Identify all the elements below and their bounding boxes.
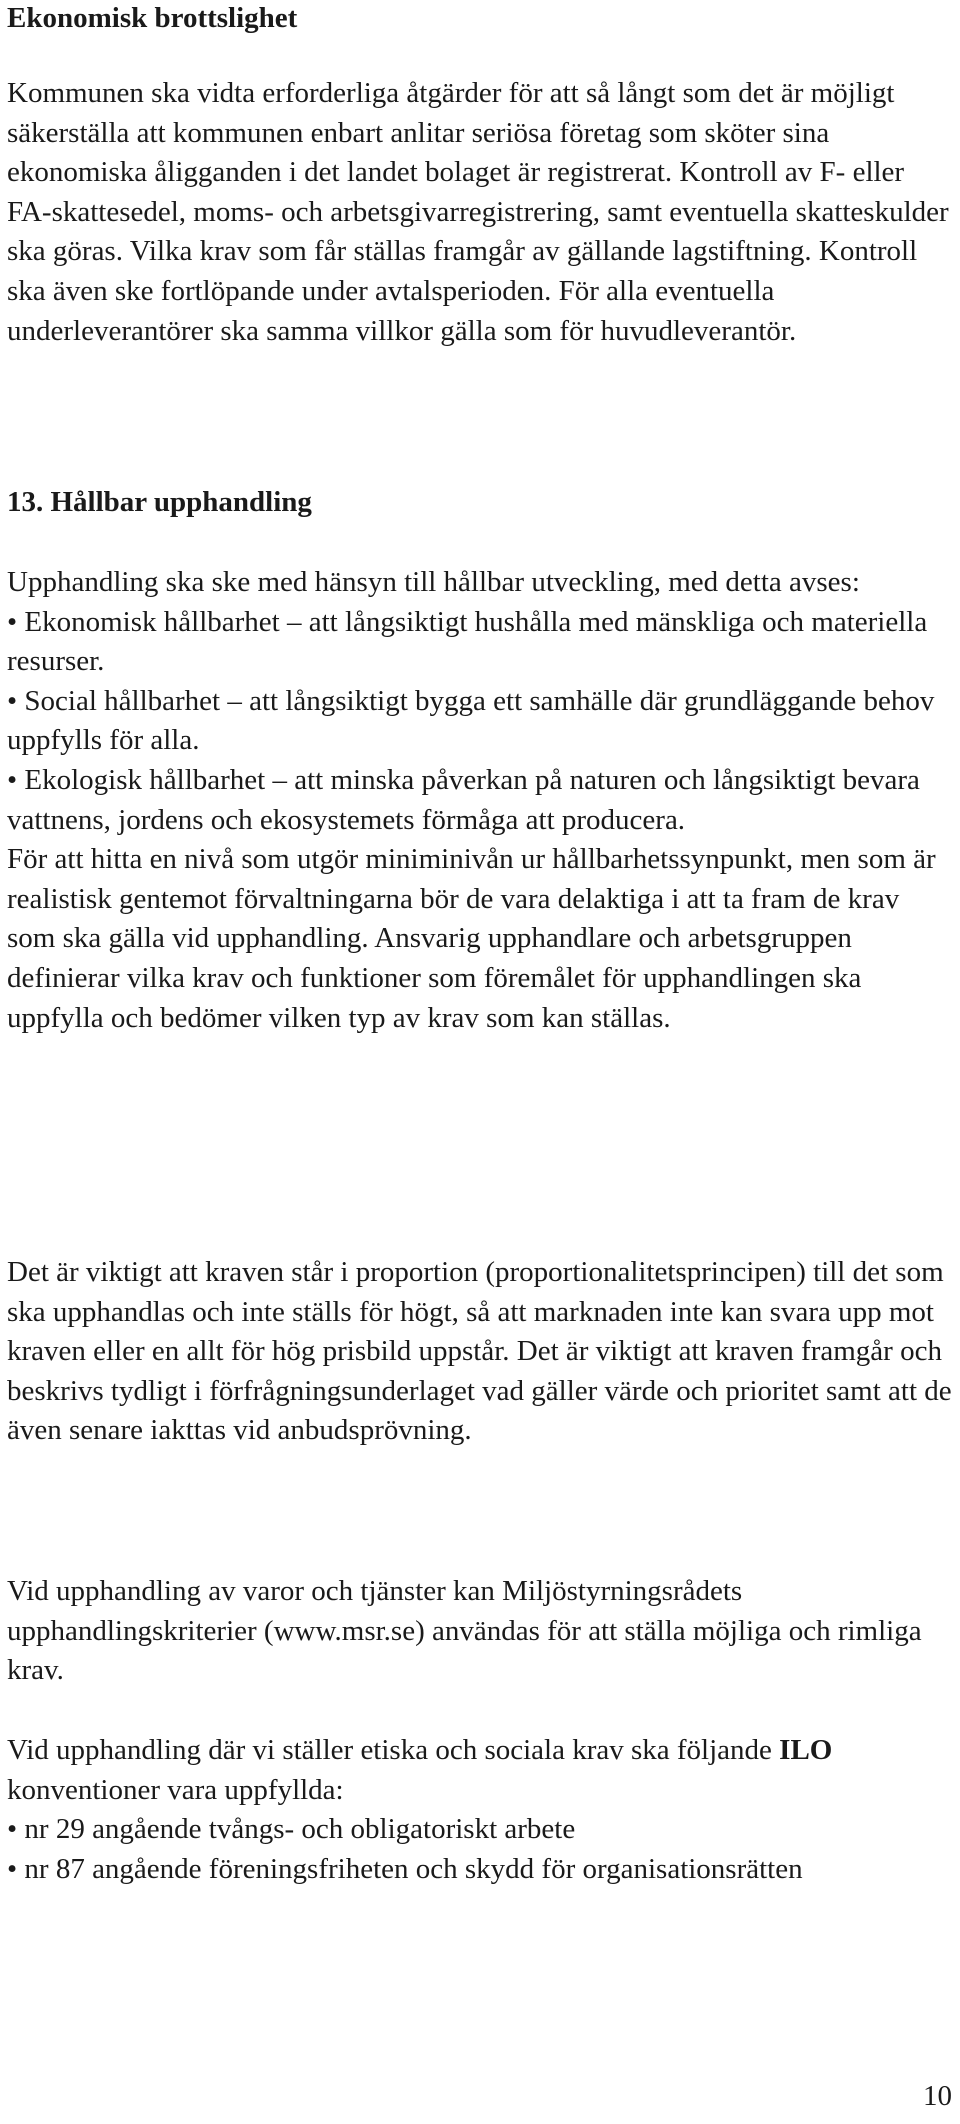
sustainable-procurement-section bbox=[7, 563, 953, 1038]
economic-crime-section bbox=[7, 74, 953, 351]
section-heading-sustainable-procurement: 13. Hållbar upphandling bbox=[7, 486, 312, 518]
ilo-paragraph bbox=[7, 1731, 953, 1810]
bullet-ilo-87: • nr 87 angående föreningsfriheten och skydd för organisationsrätten bbox=[7, 1850, 953, 1890]
bullet-ecological: • Ekologisk hållbarhet – att minska påverkan på naturen och långsiktigt bevara vattnens, jordens och ekosystemets förmåga att producera. bbox=[7, 761, 953, 840]
section-heading-economic-crime: Ekonomisk brottslighet bbox=[7, 2, 298, 34]
proportionality-section bbox=[7, 1253, 953, 1451]
bullet-ilo-29: • nr 29 angående tvångs- och obligatoriskt arbete bbox=[7, 1810, 953, 1850]
msr-section bbox=[7, 1572, 953, 1691]
bullet-economic: • Ekonomisk hållbarhet – att långsiktigt hushålla med mänskliga och materiella resurser. bbox=[7, 603, 953, 682]
page-number: 10 bbox=[923, 2080, 952, 2112]
ilo-abbreviation: ILO bbox=[779, 1734, 833, 1766]
proportionality-paragraph: Det är viktigt att kraven står i proportion (proportionalitetsprincipen) till det som ska upphandlas och inte ställs för högt, så att marknaden inte kan svara upp mot kraven eller en allt för hög prisbild uppstår. Det är viktigt att kraven framgår och beskrivs tydligt i förfrågningsunderlaget vad gäller värde och prioritet samt att de även senare iakttas vid anbudsprövning. bbox=[7, 1256, 952, 1447]
minimum-level-paragraph: För att hitta en nivå som utgör miniminivån ur hållbarhetssynpunkt, men som är realistisk gentemot förvaltningarna bör de vara delaktiga i att ta fram de krav som ska gälla vid upphandling. Ansvarig upphandlare och arbetsgruppen definierar vilka krav och funktioner som föremålet för upphandlingen ska uppfylla och bedömer vilken typ av krav som kan ställas. bbox=[7, 843, 936, 1034]
msr-paragraph: Vid upphandling av varor och tjänster kan Miljöstyrningsrådets upphandlingskriterier (www.msr.se) användas för att ställa möjliga och rimliga krav. bbox=[7, 1575, 922, 1687]
ilo-tail-text: konventioner vara uppfyllda: bbox=[7, 1773, 344, 1806]
ilo-lead-text: Vid upphandling där vi ställer etiska och sociala krav ska följande bbox=[7, 1734, 772, 1766]
sustainability-intro: Upphandling ska ske med hänsyn till hållbar utveckling, med detta avses: bbox=[7, 566, 860, 598]
ilo-section bbox=[7, 1731, 953, 1889]
bullet-social: • Social hållbarhet – att långsiktigt bygga ett samhälle där grundläggande behov uppfylls för alla. bbox=[7, 682, 953, 761]
economic-crime-paragraph: Kommunen ska vidta erforderliga åtgärder för att så långt som det är möjligt säkerställa att kommunen enbart anlitar seriösa företag som sköter sina ekonomiska åligganden i det landet bolaget är registrerat. Kontroll av F- eller FA-skattesedel, moms- och arbetsgivarregistrering, samt eventuella skatteskulder ska göras. Vilka krav som får ställas framgår av gällande lagstiftning. Kontroll ska även ske fortlöpande under avtalsperioden. För alla eventuella underleverantörer ska samma villkor gälla som för huvudleverantör. bbox=[7, 77, 949, 347]
